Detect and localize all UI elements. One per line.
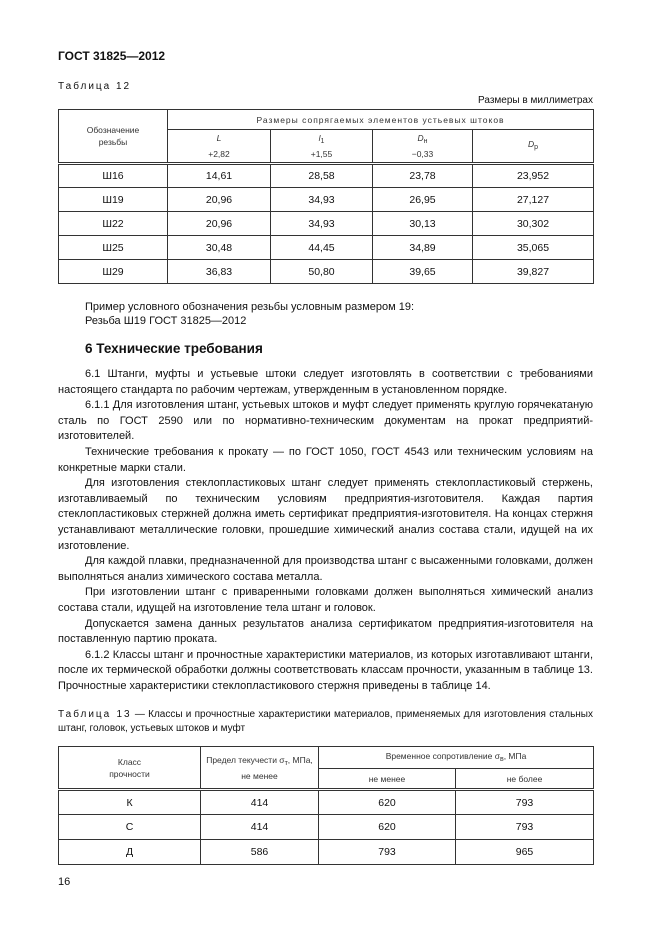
paragraph: Для изготовления стеклопластиковых штанг следует применять стеклопластиковый стержень, изготавливаемый по техническим условиям предприятия-изготовителя. Каждая партия стеклопластиковых стержней должна иметь сертификат предприятия-изготовителя. На концах стержня устанавливают металлические головки, прошедшие химический анализ состава стали, идущей на их изготовление.	[58, 477, 593, 552]
header-col-3: $D_р$	[473, 130, 594, 164]
body-text	[58, 367, 593, 694]
table-cell: 44,45	[271, 236, 373, 260]
page-number: 16	[58, 876, 71, 889]
table-cell: 34,93	[271, 212, 373, 236]
table-cell: Ш25	[59, 236, 168, 260]
table-cell: 35,065	[473, 236, 594, 260]
table-row	[59, 236, 594, 260]
table-cell: 965	[456, 840, 594, 865]
table-cell: 793	[456, 815, 594, 840]
header-yield: Предел текучести $\sigma_т$, МПа, не менее	[201, 747, 319, 790]
table-13	[58, 746, 594, 865]
table-cell: 39,827	[473, 260, 594, 284]
table-cell: 14,61	[168, 164, 271, 188]
header-col-1: $l_1$ +1,55	[271, 130, 373, 164]
table-cell: 620	[319, 815, 456, 840]
table-cell: 793	[319, 840, 456, 865]
table-cell: 34,89	[373, 236, 473, 260]
table-cell: 30,302	[473, 212, 594, 236]
table-row	[59, 212, 594, 236]
header-tensile: Временное сопротивление $\sigma_в$, МПа	[319, 747, 594, 769]
page-content	[58, 80, 593, 889]
table-12	[58, 109, 594, 284]
table-cell: 26,95	[373, 188, 473, 212]
paragraph: Допускается замена данных результатов анализа сертификатом предприятия-изготовителя на поставленную партию проката.	[58, 617, 593, 646]
header-class: Класс прочности	[59, 747, 201, 790]
header-designation: Обозначение резьбы	[59, 110, 168, 164]
table-cell: 30,48	[168, 236, 271, 260]
paragraph: Для каждой плавки, предназначенной для производства штанг с высаженными головками, должен выполняться анализ химического состава металла.	[58, 555, 593, 583]
table-row	[59, 840, 594, 865]
table-cell: 414	[201, 790, 319, 815]
table-cell: Ш22	[59, 212, 168, 236]
table-cell: Д	[59, 840, 201, 865]
table-cell: 793	[456, 790, 594, 815]
table-cell: 23,78	[373, 164, 473, 188]
paragraph: 6.1.1 Для изготовления штанг, устьевых штоков и муфт следует применять круглую горячекатаную сталь по ГОСТ 2590 или по нормативно-техническим документам на прокат предприятий-изготовителей.	[58, 399, 593, 443]
table-row	[59, 188, 594, 212]
table13-caption	[58, 708, 593, 736]
table-cell: К	[59, 790, 201, 815]
paragraph: 6.1 Штанги, муфты и устьевые штоки следует изготовлять в соответствии с требованиями настоящего стандарта по рабочим чертежам, утвержденным в установленном порядке.	[58, 368, 593, 396]
table12-units: Размеры в миллиметрах	[478, 95, 593, 106]
table-cell: 586	[201, 840, 319, 865]
table-cell: 36,83	[168, 260, 271, 284]
paragraph: Технические требования к прокату — по ГОСТ 1050, ГОСТ 4543 или техническим условиям на конкретные марки стали.	[58, 445, 593, 474]
table-cell: 28,58	[271, 164, 373, 188]
table-cell: 30,13	[373, 212, 473, 236]
table-cell: Ш19	[59, 188, 168, 212]
table-row	[59, 164, 594, 188]
table12-caption: Таблица 12	[58, 81, 132, 92]
paragraph: При изготовлении штанг с приваренными головками должен выполняться химический анализ состава стали, идущей на изготовление тела штанг и головок.	[58, 586, 593, 614]
table-cell: 23,952	[473, 164, 594, 188]
table-cell: Ш29	[59, 260, 168, 284]
table-cell: 620	[319, 790, 456, 815]
table-cell: 20,96	[168, 212, 271, 236]
document-header: ГОСТ 31825—2012	[58, 49, 166, 63]
paragraph: 6.1.2 Классы штанг и прочностные характеристики материалов, из которых изготавливают штанги, после их термической обработки должны соответствовать классам прочности, указанным в таблице 13. Прочностные характеристики стеклопластикового стержня приведены в таблице 14.	[58, 648, 593, 692]
example-line: Резьба Ш19 ГОСТ 31825—2012	[85, 315, 247, 327]
table-row	[59, 815, 594, 840]
table13-title: — Классы и прочностные характеристики материалов, применяемых для изготовления стальных штанг, головок, устьевых штоков и муфт	[58, 709, 593, 735]
table13-label: Таблица 13	[58, 709, 132, 721]
section-title: 6 Технические требования	[85, 341, 263, 356]
table-row	[59, 260, 594, 284]
header-group: Размеры сопрягаемых элементов устьевых штоков	[168, 110, 594, 130]
table-row	[59, 790, 594, 815]
table-cell: 20,96	[168, 188, 271, 212]
header-col-0: L +2,82	[168, 130, 271, 164]
table-cell: 50,80	[271, 260, 373, 284]
example	[58, 300, 593, 328]
table-cell: Ш16	[59, 164, 168, 188]
header-min: не менее	[319, 769, 456, 790]
table-cell: С	[59, 815, 201, 840]
header-max: не более	[456, 769, 594, 790]
example-line: Пример условного обозначения резьбы условным размером 19:	[85, 301, 415, 313]
header-col-2: $D_н$ −0,33	[373, 130, 473, 164]
table-cell: 39,65	[373, 260, 473, 284]
table-cell: 414	[201, 815, 319, 840]
table-cell: 27,127	[473, 188, 594, 212]
table-cell: 34,93	[271, 188, 373, 212]
